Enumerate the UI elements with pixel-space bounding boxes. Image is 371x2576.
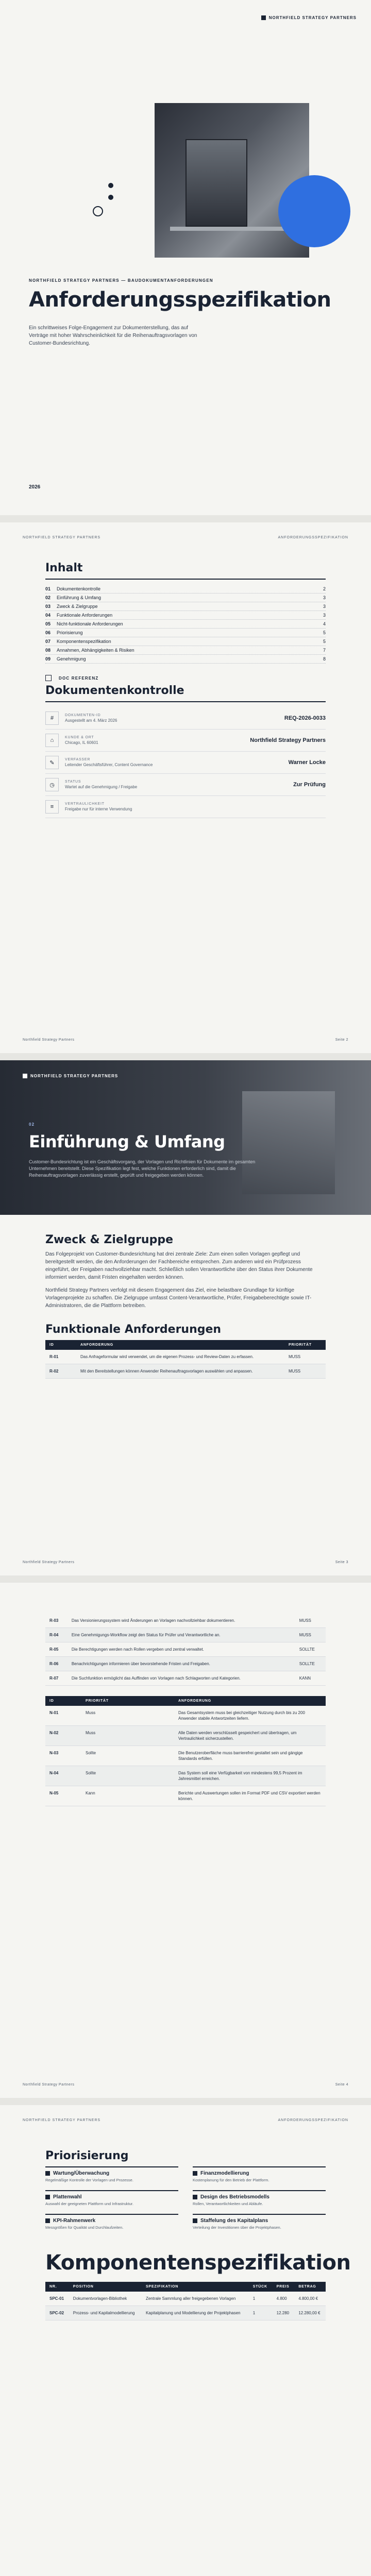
- toc-t: Zweck & Zielgruppe: [57, 604, 98, 609]
- toc-pg: 7: [323, 648, 326, 653]
- table-cell: Berichte und Auswertungen sollen im Format PDF und CSV exportiert werden können.: [174, 1786, 326, 1806]
- prio-card: [45, 2214, 178, 2230]
- toc-pg: 3: [323, 604, 326, 609]
- toc-pg: 2: [323, 586, 326, 591]
- dc-row: [45, 774, 326, 796]
- dc-value: Zur Prüfung: [293, 782, 326, 788]
- toc-item[interactable]: [45, 611, 326, 620]
- header-left: NORTHFIELD STRATEGY PARTNERS: [23, 2119, 101, 2122]
- square-icon: [193, 2218, 197, 2223]
- table-cell: 4.800,00 €: [294, 2292, 326, 2306]
- table-cell: 1: [249, 2292, 273, 2306]
- toc-n: 08: [45, 648, 51, 653]
- table-cell: Das Anfrageformular wird verwendet, um die eigenen Prozess- und Review-Daten zu erfassen.: [76, 1350, 284, 1364]
- toc-pg: 3: [323, 613, 326, 618]
- accent-dot-1: [108, 183, 113, 188]
- prio-card: [193, 2166, 326, 2183]
- comp-table: [45, 2282, 326, 2320]
- intro-hero: [0, 1060, 371, 1215]
- table-cell: Muss: [81, 1726, 174, 1746]
- table-row: [45, 1671, 326, 1686]
- table-cell: Benachrichtigungen informieren über bevorstehende Fristen und Freigaben.: [68, 1657, 295, 1671]
- toc-item[interactable]: [45, 594, 326, 602]
- prio-card-title: [45, 2171, 178, 2176]
- brand-mark: [261, 15, 357, 20]
- table-row: [45, 1746, 326, 1766]
- intro-text: Customer-Bundesrichtung ist ein Geschäftsvorgang, der Vorlagen und Richtlinien für Dokumente im gesamten Unternehmen bereitstellt. Diese Spezifikation legt fest, welche Funktionen erforderlich sind, damit die Reihenauftragsvorlagen zuverlässig erstellt, geprüft und freigegeben werden können.: [29, 1159, 256, 1178]
- table-cell: N-05: [45, 1786, 81, 1806]
- doc-control-list: [45, 707, 326, 818]
- accent-dot-2: [108, 195, 113, 200]
- prio-page: [0, 2105, 371, 2576]
- zweck-text: Das Folgeprojekt von Customer-Bundesrichtung hat drei zentrale Ziele: Zum einen sollen Vorlagen gepflegt und bereitgestellt werden, die den Anforderungen der Fachbereiche entsprechen. Zum anderen wird ein Prüfprozess eingeführt, der Freigaben nachvollziehbar macht. Schließlich sollen Verantwortliche über den Status ihrer Dokumente informiert werden, damit Fristen eingehalten werden können.: [45, 1251, 313, 1280]
- prio-card-title: [193, 2218, 326, 2224]
- table-cell: R-02: [45, 1364, 76, 1379]
- fa-table-continued: [45, 1614, 326, 1686]
- doc-icon: [45, 675, 52, 681]
- dc-icon: ≡: [45, 800, 59, 814]
- toc-pg: 3: [323, 595, 326, 600]
- toc-t: Funktionale Anforderungen: [57, 613, 113, 618]
- dc-value: Northfield Strategy Partners: [250, 737, 326, 743]
- dc-value: Warner Locke: [288, 759, 326, 766]
- table-cell: MUSS: [295, 1614, 326, 1628]
- toc-pg: 5: [323, 639, 326, 644]
- table-cell: Das Gesamtsystem muss bei gleichzeitiger Nutzung durch bis zu 200 Anwender stabile Antwortzeiten liefern.: [174, 1706, 326, 1726]
- prio-card-desc: Regelmäßige Kontrolle der Vorlagen und Prozesse.: [45, 2178, 133, 2182]
- prio-card-title: [45, 2218, 178, 2224]
- toc-n: 03: [45, 604, 51, 609]
- accent-ring: [93, 206, 103, 216]
- table-cell: Die Berechtigungen werden nach Rollen vergeben und zentral verwaltet.: [68, 1642, 295, 1657]
- col-header: BETRAG: [294, 2282, 326, 2292]
- table-row: [45, 1628, 326, 1642]
- toc-t: Annahmen, Abhängigkeiten & Risiken: [57, 648, 134, 653]
- dc-title: Dokumentenkontrolle: [45, 684, 184, 697]
- table-cell: Sollte: [81, 1766, 174, 1786]
- table-cell: 12.280: [273, 2306, 295, 2320]
- table-cell: N-01: [45, 1706, 81, 1726]
- brand-name-hero: NORTHFIELD STRATEGY PARTNERS: [30, 1074, 119, 1078]
- table-cell: R-01: [45, 1350, 76, 1364]
- table-cell: Dokumentvorlagen-Bibliothek: [69, 2292, 142, 2306]
- toc-item[interactable]: [45, 637, 326, 646]
- table-row: [45, 1706, 326, 1726]
- col-anforderung: ANFORDERUNG: [174, 1696, 326, 1706]
- brand-foot: Northfield Strategy Partners: [23, 2083, 75, 2087]
- toc-page: [0, 522, 371, 1053]
- page-number: Seite 4: [335, 2083, 348, 2087]
- cover-image: [155, 103, 309, 258]
- cover-title: Anforderungsspezifikation: [29, 288, 331, 312]
- table-cell: 1: [249, 2306, 273, 2320]
- toc-t: Komponentenspezifikation: [57, 639, 111, 644]
- table-cell: 12.280,00 €: [294, 2306, 326, 2320]
- table-row: [45, 1766, 326, 1786]
- table-cell: MUSS: [295, 1628, 326, 1642]
- table-cell: Sollte: [81, 1746, 174, 1766]
- toc-t: Dokumentenkontrolle: [57, 586, 101, 591]
- table-cell: Die Benutzeroberfläche muss barrierefrei gestaltet sein und gängige Standards erfüllen.: [174, 1746, 326, 1766]
- dc-sub: Chicago, IL 60601: [65, 740, 98, 745]
- table-cell: Das System soll eine Verfügbarkeit von mindestens 99,5 Prozent im Jahresmittel erreichen.: [174, 1766, 326, 1786]
- table-cell: SOLLTE: [295, 1642, 326, 1657]
- table-cell: Zentrale Sammlung aller freigegebenen Vorlagen: [142, 2292, 249, 2306]
- table-cell: 4.800: [273, 2292, 295, 2306]
- prio-card-desc: Rollen, Verantwortlichkeiten und Abläufe.: [193, 2201, 263, 2206]
- toc-pg: 8: [323, 656, 326, 662]
- col-prioritaet: PRIORITÄT: [81, 1696, 174, 1706]
- intro-title: Einführung & Umfang: [29, 1132, 225, 1151]
- col-header: SPEZIFIKATION: [142, 2282, 249, 2292]
- table-cell: N-03: [45, 1746, 81, 1766]
- dc-row: [45, 796, 326, 818]
- toc-list: [45, 585, 326, 664]
- table-cell: R-03: [45, 1614, 68, 1628]
- table-cell: MUSS: [284, 1350, 326, 1364]
- col-anforderung: ANFORDERUNG: [76, 1340, 284, 1350]
- cover-lead: Ein schrittweises Folge-Engagement zur Dokumenterstellung, das auf Verträge mit hoher Wahrscheinlichkeit für die Reihenauftragsvorlagen von Customer-Bundesrichtung.: [29, 325, 197, 346]
- fa-title: Funktionale Anforderungen: [45, 1323, 222, 1336]
- toc-n: 01: [45, 586, 51, 591]
- page-number: Seite 3: [335, 1561, 348, 1564]
- toc-item[interactable]: [45, 585, 326, 594]
- prio-card: [45, 2166, 178, 2183]
- prio-card-label: KPI-Rahmenwerk: [53, 2218, 96, 2224]
- dc-row: [45, 752, 326, 774]
- col-prioritaet: PRIORITÄT: [284, 1340, 326, 1350]
- prio-card-label: Design des Betriebsmodells: [200, 2194, 269, 2200]
- page-number: Seite 2: [335, 1038, 348, 1042]
- table-row: [45, 1657, 326, 1671]
- table-cell: Eine Genehmigungs-Workflow zeigt den Status für Prüfer und Verantwortliche an.: [68, 1628, 295, 1642]
- cover-kicker: NORTHFIELD STRATEGY PARTNERS — BAUDOKUMENTANFORDERUNGEN: [29, 278, 213, 283]
- toc-t: Nicht-funktionale Anforderungen: [57, 621, 123, 626]
- dc-label: VERFASSER: [65, 758, 91, 761]
- dc-label: KUNDE & ORT: [65, 736, 94, 739]
- square-icon: [45, 2195, 50, 2199]
- table-cell: N-04: [45, 1766, 81, 1786]
- table-cell: Kapitalplanung und Modellierung der Projektphasen: [142, 2306, 249, 2320]
- col-header: STÜCK: [249, 2282, 273, 2292]
- prio-card-desc: Auswahl der geeigneten Plattform und Infrastruktur.: [45, 2201, 133, 2206]
- toc-item[interactable]: [45, 602, 326, 611]
- prio-grid: [45, 2166, 326, 2230]
- toc-t: Priorisierung: [57, 630, 83, 635]
- table-row: [45, 1364, 326, 1379]
- dc-icon: ◷: [45, 778, 59, 791]
- prio-card-title: [45, 2194, 178, 2200]
- prio-card-title: [193, 2194, 326, 2200]
- prio-card: [193, 2214, 326, 2230]
- toc-item[interactable]: [45, 629, 326, 637]
- table-cell: Muss: [81, 1706, 174, 1726]
- toc-n: 07: [45, 639, 51, 644]
- prio-card-desc: Messgrößen für Qualität und Durchlaufzeiten.: [45, 2225, 124, 2230]
- toc-item[interactable]: [45, 620, 326, 629]
- table-cell: SPC-01: [45, 2292, 69, 2306]
- zweck-title: Zweck & Zielgruppe: [45, 1233, 174, 1246]
- table-cell: N-02: [45, 1726, 81, 1746]
- prio-card-desc: Kostenplanung für den Betrieb der Plattform.: [193, 2178, 269, 2182]
- table-cell: KANN: [295, 1671, 326, 1686]
- brand-name: NORTHFIELD STRATEGY PARTNERS: [268, 15, 357, 20]
- toc-n: 02: [45, 595, 51, 600]
- accent-circle: [278, 175, 350, 247]
- dc-value: REQ-2026-0033: [284, 715, 326, 721]
- square-icon: [45, 2171, 50, 2176]
- col-header: NR.: [45, 2282, 69, 2292]
- prio-card: [193, 2190, 326, 2207]
- table-cell: R-05: [45, 1642, 68, 1657]
- toc-pg: 4: [323, 621, 326, 626]
- table-cell: Alle Daten werden verschlüsselt gespeichert und übertragen, um Vertraulichkeit sicherzustellen.: [174, 1726, 326, 1746]
- table-cell: Die Suchfunktion ermöglicht das Auffinden von Vorlagen nach Schlagworten und Kategorien.: [68, 1671, 295, 1686]
- cover-page: [0, 0, 371, 515]
- prio-card-label: Staffelung des Kapitalplans: [200, 2218, 268, 2224]
- toc-n: 09: [45, 656, 51, 662]
- prio-card-label: Plattenwahl: [53, 2194, 82, 2200]
- table-cell: R-06: [45, 1657, 68, 1671]
- toc-pg: 5: [323, 630, 326, 635]
- col-id: ID: [45, 1340, 76, 1350]
- dc-row: [45, 730, 326, 752]
- col-header: PREIS: [273, 2282, 295, 2292]
- table-cell: Mit den Bereitstellungen können Anwender Reihenauftragsvorlagen auswählen und anpassen.: [76, 1364, 284, 1379]
- toc-n: 06: [45, 630, 51, 635]
- brand-foot: Northfield Strategy Partners: [23, 1561, 75, 1564]
- zweck-text-2: Northfield Strategy Partners verfolgt mit diesem Engagement das Ziel, eine belastbare Grundlage für künftige Vorlagenprojekte zu schaffen. Die Zielgruppe umfasst Content-Verantwortliche, Prüfer, Freigabeberechtigte sowie IT-Administratoren, die die Plattform betreiben.: [45, 1287, 312, 1309]
- intro-kicker: 02: [29, 1122, 35, 1127]
- table-cell: Das Versionierungssystem wird Änderungen an Vorlagen nachvollziehbar dokumentieren.: [68, 1614, 295, 1628]
- brand-foot: Northfield Strategy Partners: [23, 1038, 75, 1042]
- header-right: ANFORDERUNGSSPEZIFIKATION: [278, 536, 348, 539]
- cover-year: 2026: [29, 484, 41, 490]
- prio-card: [45, 2190, 178, 2207]
- table-cell: Prozess- und Kapitalmodellierung: [69, 2306, 142, 2320]
- intro-page: [0, 1060, 371, 1575]
- dc-icon: ✎: [45, 756, 59, 769]
- prio-card-label: Wartung/Überwachung: [53, 2171, 110, 2176]
- col-header: POSITION: [69, 2282, 142, 2292]
- toc-title: Inhalt: [45, 562, 83, 574]
- dc-sub: Leitender Geschäftsführer, Content Governance: [65, 762, 153, 767]
- table-row: [45, 1642, 326, 1657]
- table-row: [45, 1726, 326, 1746]
- prio-card-desc: Verteilung der Investitionen über die Projektphasen.: [193, 2225, 281, 2230]
- table-row: [45, 1614, 326, 1628]
- dc-sub: Ausgestellt am 4. März 2026: [65, 718, 117, 723]
- requirements-page: [0, 1583, 371, 2098]
- table-cell: SOLLTE: [295, 1657, 326, 1671]
- prio-card-label: Finanzmodellierung: [200, 2171, 249, 2176]
- fa-table: [45, 1340, 326, 1379]
- table-cell: SPC-02: [45, 2306, 69, 2320]
- comp-title: Komponentenspezifikation: [45, 2251, 351, 2275]
- table-row: [45, 1786, 326, 1806]
- table-cell: MUSS: [284, 1364, 326, 1379]
- dc-label: STATUS: [65, 780, 81, 784]
- toc-item[interactable]: [45, 646, 326, 655]
- toc-n: 04: [45, 613, 51, 618]
- table-row: [45, 1350, 326, 1364]
- toc-n: 05: [45, 621, 51, 626]
- table-row: [45, 2292, 326, 2306]
- header-left: NORTHFIELD STRATEGY PARTNERS: [23, 536, 101, 539]
- table-cell: R-04: [45, 1628, 68, 1642]
- header-right: ANFORDERUNGSSPEZIFIKATION: [278, 2119, 348, 2122]
- nfa-table: [45, 1696, 326, 1806]
- prio-title: Priorisierung: [45, 2149, 129, 2162]
- dc-label: DOKUMENTEN-ID: [65, 714, 101, 717]
- dc-icon: #: [45, 711, 59, 725]
- table-cell: Kann: [81, 1786, 174, 1806]
- prio-card-title: [193, 2171, 326, 2176]
- square-icon: [193, 2171, 197, 2176]
- dc-kicker: DOC REFERENZ: [59, 675, 99, 681]
- dc-sub: Wartet auf die Genehmigung / Freigabe: [65, 785, 138, 789]
- toc-t: Einführung & Umfang: [57, 595, 102, 600]
- dc-row: [45, 707, 326, 730]
- square-icon: [193, 2195, 197, 2199]
- toc-item[interactable]: [45, 655, 326, 664]
- table-cell: R-07: [45, 1671, 68, 1686]
- dc-icon: ⌂: [45, 734, 59, 747]
- col-id: ID: [45, 1696, 81, 1706]
- toc-t: Genehmigung: [57, 656, 86, 662]
- table-row: [45, 2306, 326, 2320]
- square-icon: [45, 2218, 50, 2223]
- dc-sub: Freigabe nur für interne Verwendung: [65, 807, 132, 811]
- dc-label: VERTRAULICHKEIT: [65, 802, 105, 806]
